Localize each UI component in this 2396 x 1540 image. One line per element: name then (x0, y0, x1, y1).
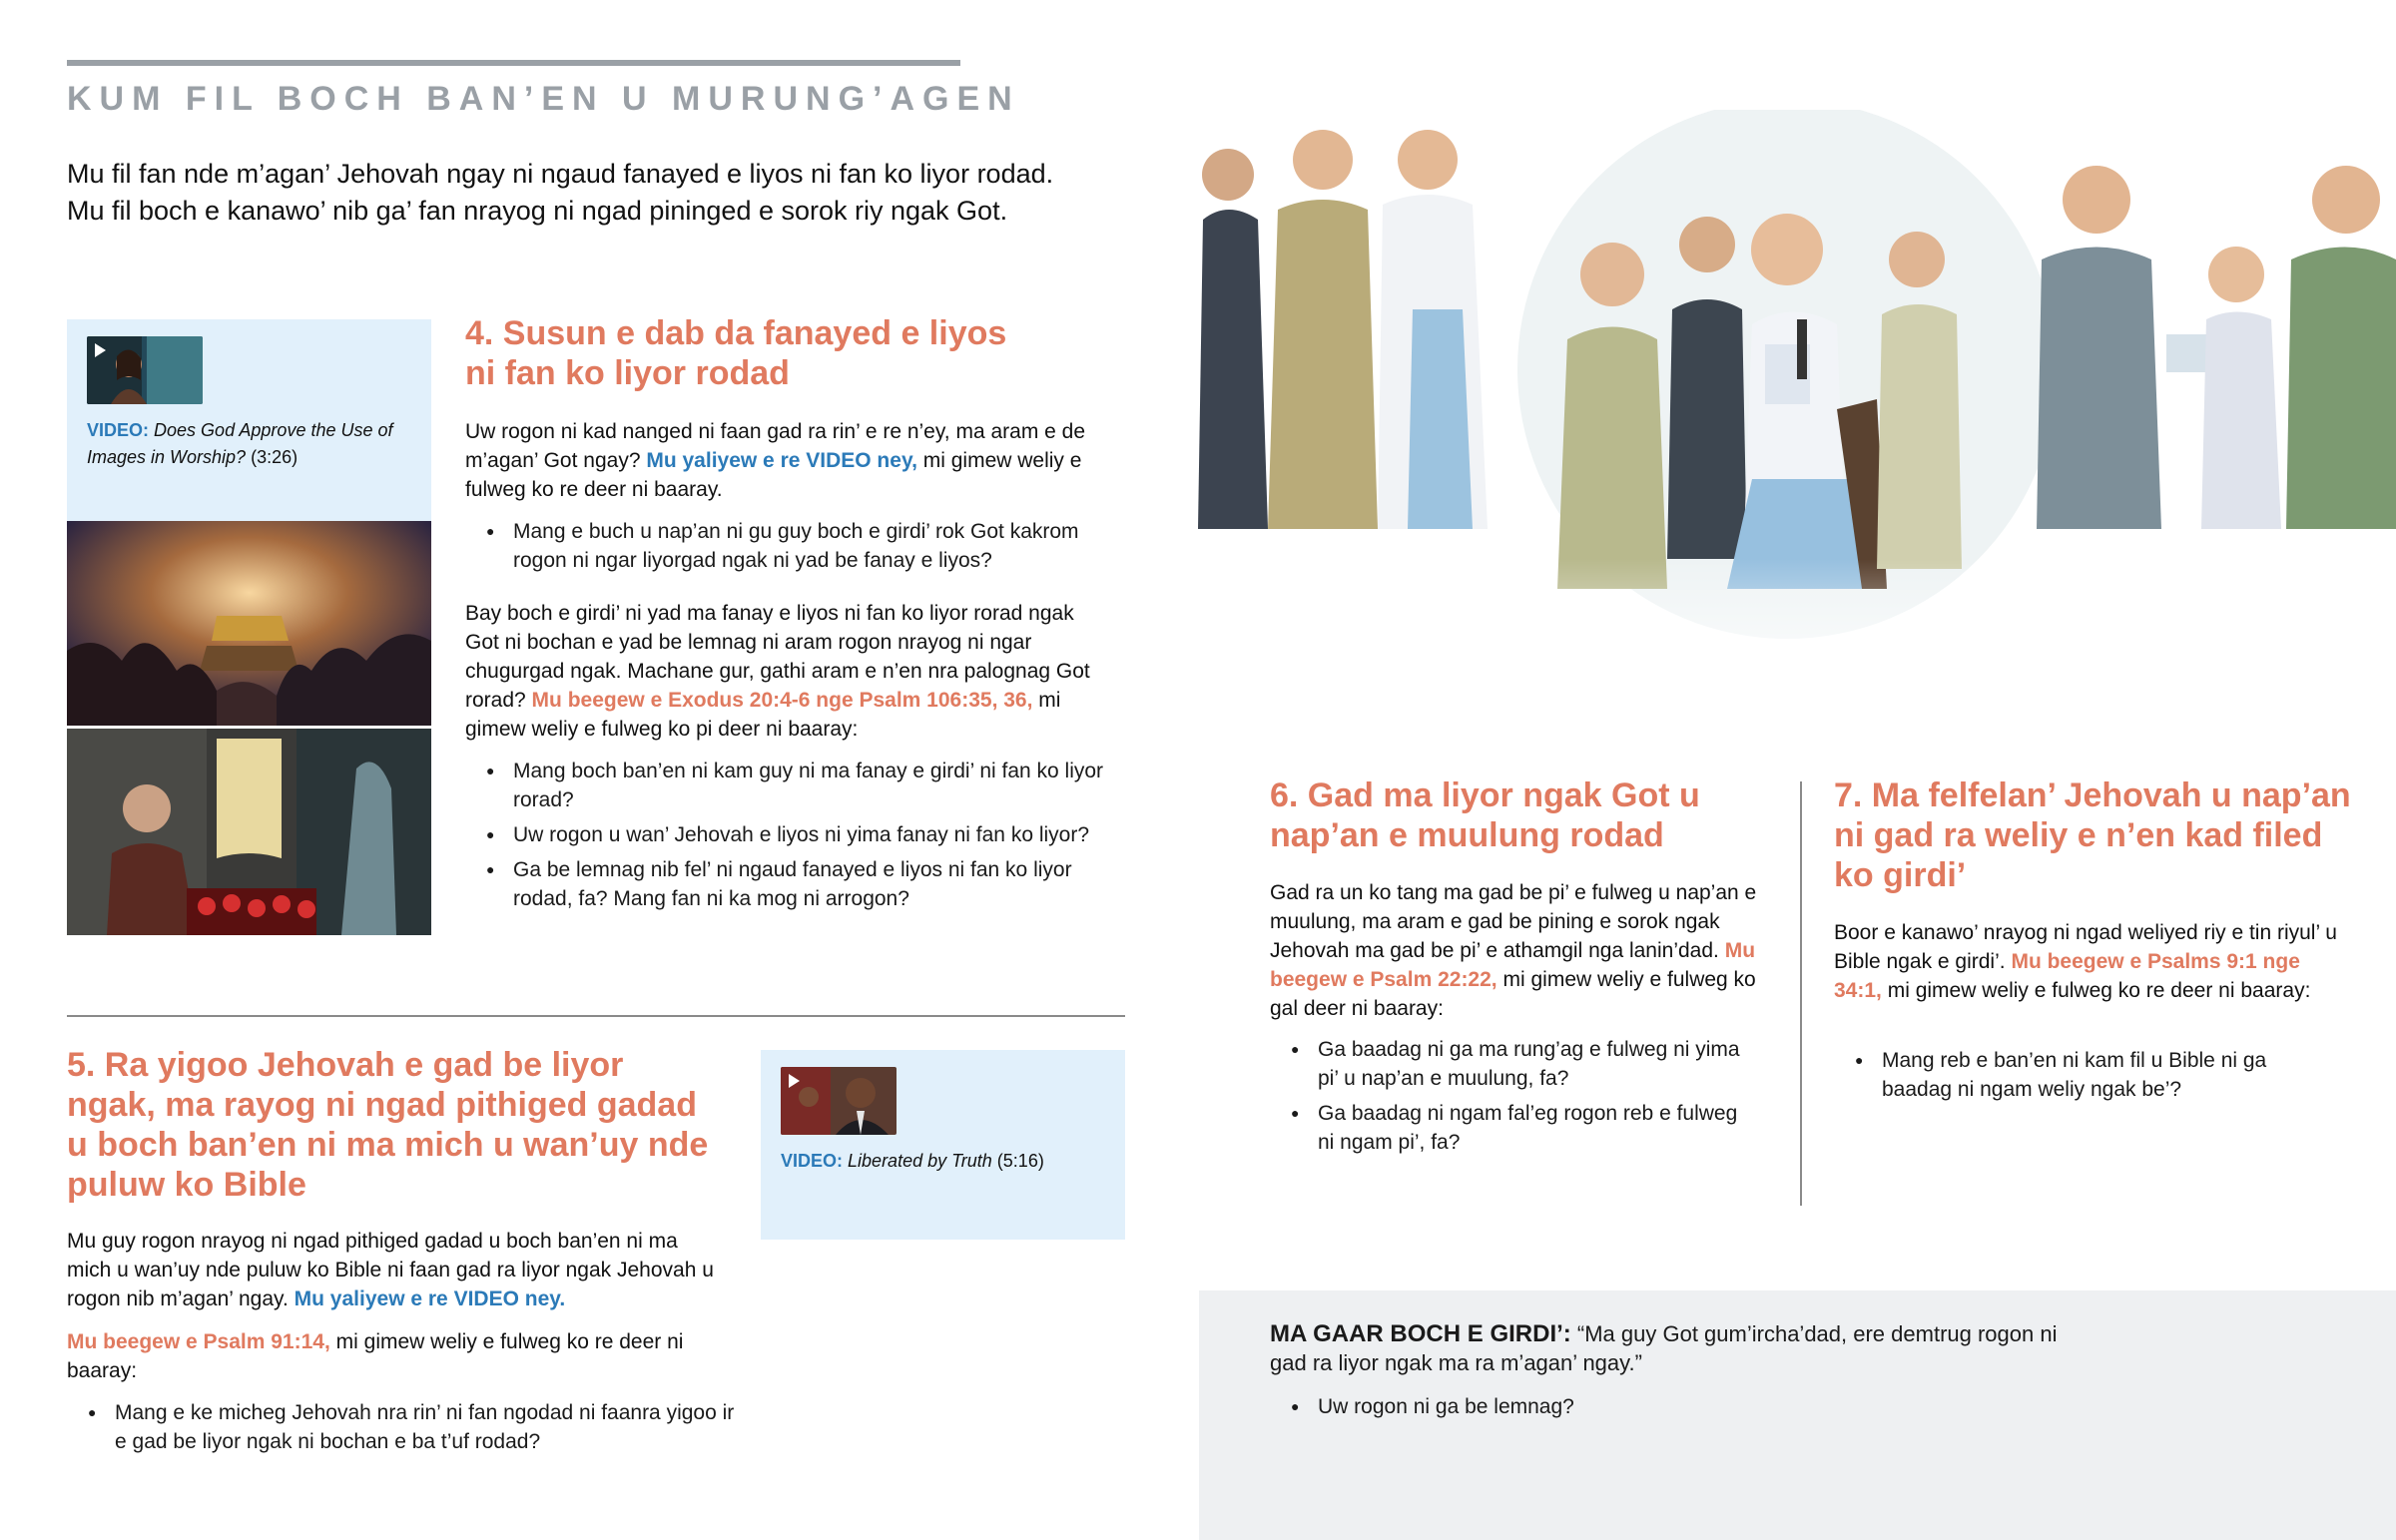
section-7-title (1834, 775, 2373, 895)
video-duration: (3:26) (251, 447, 299, 467)
section-7-title-line: 7. Ma felfelan’ Jehovah u nap’an (1834, 776, 2351, 814)
para-end: mi gimew weliy e fulweg ko pi deer ni baaray: (465, 689, 1061, 741)
para-end: mi gimew weliy e fulweg ko re deer ni baaray: (67, 1330, 684, 1382)
intro-line-1: Mu fil fan nde m’agan’ Jehovah ngay ni ngaud fanayed e liyos ni fan ko liyor rodad. (67, 159, 1054, 189)
para-text: Mu guy rogon nrayog ni ngad pithiged gadad u boch ban’en ni ma mich u wan’uy nde puluw ko Bible ni faan gad ra liyor ngak Jehovah u rogon nib m’agan’ ngay. (67, 1230, 714, 1310)
video-link[interactable]: Mu yaliyew e re VIDEO ney, (646, 449, 917, 472)
column-divider (1800, 781, 1802, 1206)
para-text: Uw rogon ni kad nanged ni faan gad ra rin’ e re n’ey, ma aram e de m’agan’ Got ngay? (465, 420, 1086, 472)
section-6-bullets (1270, 1035, 1759, 1163)
section-5-para-2 (67, 1327, 726, 1385)
scripture-reference[interactable]: Mu beegew e Exodus 20:4-6 nge Psalm 106:35, 36, (531, 689, 1033, 712)
section-4-title-line-2: ni fan ko liyor rodad (465, 354, 790, 392)
section-5-title (67, 1045, 766, 1205)
para-text: Gad ra un ko tang ma gad be pi’ e fulweg u nap’an e muulung, ma aram e gad be pining e sorok ngak Jehovah ma gad be pi’ e athamgil nga lanin’dad. (1270, 881, 1757, 962)
section-divider (67, 1015, 1125, 1017)
bullet-item: ● Ga baadag ni ngam fal’eg rogon reb e fulweg ni ngam pi’, fa? (1270, 1099, 1759, 1157)
quote-bullets (1270, 1392, 2029, 1427)
para-end: mi gimew weliy e fulweg ko re deer ni baaray. (465, 449, 1082, 501)
video-thumbnail[interactable] (87, 336, 203, 404)
quote-block (1270, 1319, 2069, 1377)
illustration-man-praying-statue (67, 729, 431, 935)
para-end: mi gimew weliy e fulweg ko gal deer ni baaray: (1270, 968, 1756, 1020)
section-4-bullets-2 (465, 757, 1114, 919)
video-box-images-worship[interactable] (67, 319, 431, 521)
golden-calf-scene-icon (67, 521, 431, 726)
play-icon[interactable] (789, 1074, 800, 1088)
section-7-title-line: ni gad ra weliy e n’en kad filed (1834, 816, 2323, 854)
illustration-meeting-congregation (1198, 110, 2396, 709)
section-4-para-2 (465, 599, 1104, 744)
quote-text: “Ma guy Got gum’ircha’dad, ere demtrug rogon ni gad ra liyor ngak ma ra m’agan’ ngay.” (1270, 1321, 2058, 1375)
video-caption (781, 1148, 1110, 1175)
section-4-title-line-1: 4. Susun e dab da fanayed e liyos (465, 314, 1007, 352)
scripture-reference[interactable]: Mu beegew e Psalms 9:1 nge 34:1, (1834, 950, 2300, 1002)
play-icon[interactable] (95, 343, 106, 357)
video-label: VIDEO: (781, 1151, 844, 1171)
quote-label: MA GAAR BOCH E GIRDI’: (1270, 1320, 1571, 1347)
section-5-title-line: u boch ban’en ni ma mich u wan’uy nde (67, 1126, 709, 1164)
scripture-reference[interactable]: Mu beegew e Psalm 22:22, (1270, 939, 1756, 991)
illustration-golden-calf (67, 521, 431, 726)
section-7-bullets (1834, 1046, 2333, 1110)
section-6-para (1270, 878, 1759, 1023)
scripture-reference[interactable]: Mu beegew e Psalm 91:14, (67, 1330, 330, 1353)
bullet-item: ● Ga be lemnag nib fel’ ni ngaud fanayed e liyos ni fan ko liyor rodad, fa? Mang fan ni ka mog ni arrogon? (465, 855, 1114, 913)
page-kicker: KUM FIL BOCH BAN’EN U MURUNG’AGEN (67, 80, 1020, 118)
section-6-title-line-2: nap’an e muulung rodad (1270, 816, 1664, 854)
para-text: Bay boch e girdi’ ni yad ma fanay e liyos ni fan ko liyor rorad ngak Got ni bochan e yad be lemnag ni aram rogon nrayog ni ngar chugurgad ngak. Machane gur, gathi aram e n’en nra palognag Got rorad? (465, 602, 1090, 712)
bullet-item: ● Ga baadag ni ga ma rung’ag e fulweg ni yima pi’ u nap’an e muulung, fa? (1270, 1035, 1759, 1093)
bullet-item: ● Mang e ke micheg Jehovah nra rin’ ni fan ngodad ni faanra yigoo ir e gad be liyor ngak ni bochan e ba t’uf rodad? (67, 1398, 736, 1456)
intro-text (67, 156, 1145, 230)
video-thumbnail[interactable] (781, 1067, 897, 1135)
section-5-bullets (67, 1398, 736, 1462)
section-7-title-line: ko girdi’ (1834, 856, 1967, 894)
section-6-title (1270, 775, 1789, 855)
bullet-item: ● Uw rogon ni ga be lemnag? (1270, 1392, 2029, 1421)
section-4-bullets-1 (465, 517, 1114, 581)
header-rule (67, 60, 960, 66)
bullet-item: ● Mang e buch u nap’an ni gu guy boch e girdi’ rok Got kakrom rogon ni ngar liyorgad ngak ni yad be fanay e liyos? (465, 517, 1114, 575)
bullet-item: ● Mang boch ban’en ni kam guy ni ma fanay e girdi’ ni fan ko liyor rorad? (465, 757, 1114, 814)
video-label: VIDEO: (87, 420, 150, 440)
section-5-title-line: 5. Ra yigoo Jehovah e gad be liyor (67, 1046, 624, 1084)
section-7-para (1834, 918, 2353, 1005)
section-5-para-1 (67, 1227, 726, 1313)
video-duration: (5:16) (996, 1151, 1044, 1171)
video-link[interactable]: Mu yaliyew e re VIDEO ney. (294, 1287, 566, 1310)
intro-line-2: Mu fil boch e kanawo’ nib ga’ fan nrayog ni ngad pininged e sorok riy ngak Got. (67, 196, 1008, 226)
section-6-title-line-1: 6. Gad ma liyor ngak Got u (1270, 776, 1700, 814)
video-title[interactable]: Does God Approve the Use of Images in Worship? (87, 420, 393, 467)
para-end: mi gimew weliy e fulweg ko re deer ni baaray: (1887, 979, 2311, 1002)
section-5-title-line: ngak, ma rayog ni ngad pithiged gadad (67, 1086, 697, 1124)
congregation-meeting-scene-icon (1198, 110, 2396, 709)
video-box-liberated-by-truth[interactable] (761, 1050, 1125, 1240)
video-caption (87, 417, 416, 471)
section-4-para-1 (465, 417, 1104, 504)
section-4-title (465, 313, 1104, 393)
bullet-item: ● Uw rogon u wan’ Jehovah e liyos ni yima fanay ni fan ko liyor? (465, 820, 1114, 849)
section-5-title-line: puluw ko Bible (67, 1166, 306, 1204)
para-text: Boor e kanawo’ nrayog ni ngad weliyed riy e tin riyul’ u Bible ngak e girdi’. (1834, 921, 2337, 973)
video-title[interactable]: Liberated by Truth (848, 1151, 992, 1171)
candles-statue-scene-icon (67, 729, 431, 935)
bullet-item: ● Mang reb e ban’en ni kam fil u Bible ni ga baadag ni ngam weliy ngak be’? (1834, 1046, 2333, 1104)
